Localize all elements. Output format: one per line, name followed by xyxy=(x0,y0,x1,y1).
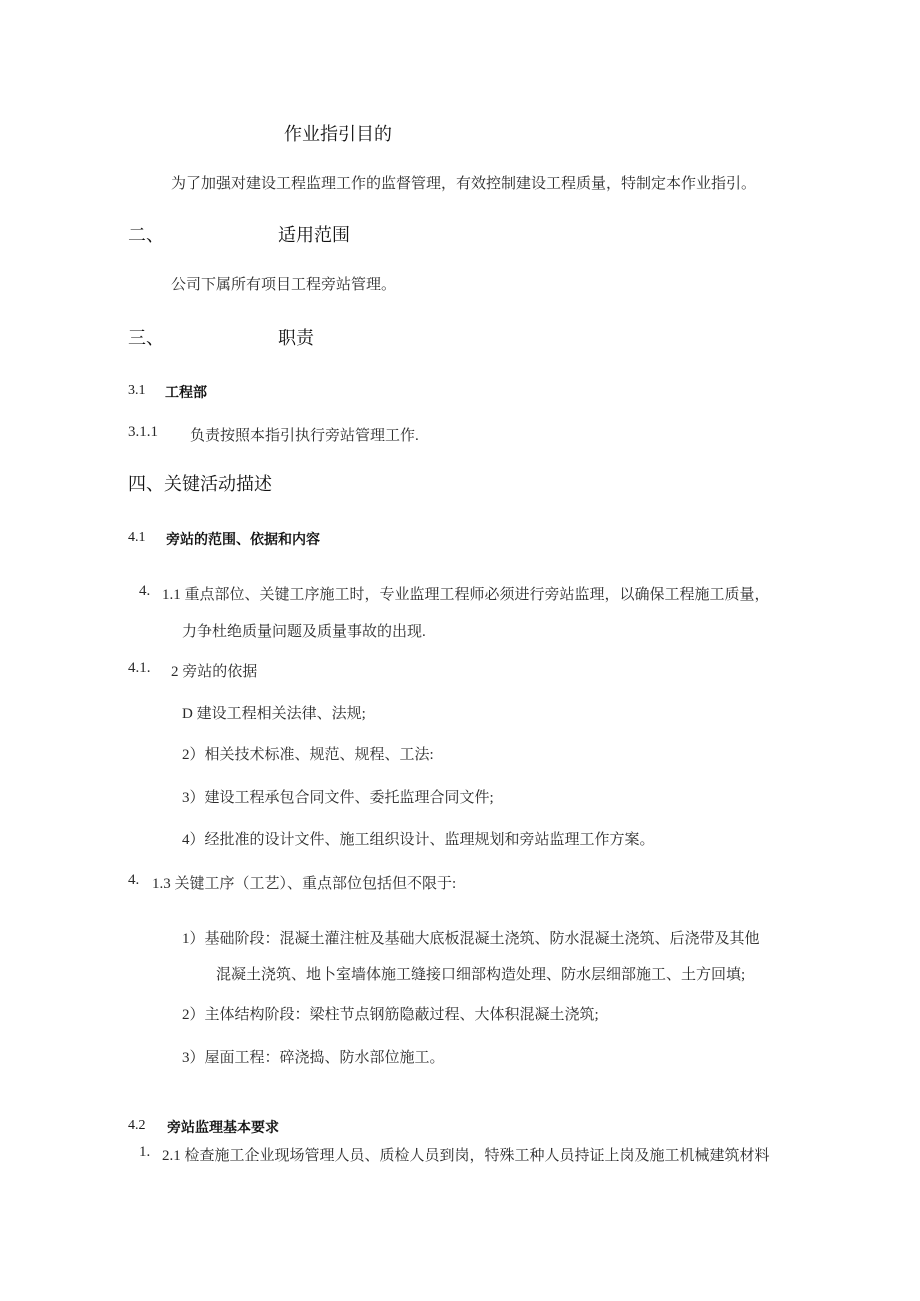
item-number-4-1-1: 4. xyxy=(139,583,151,599)
key-item-foundation-line2: 混凝土浇筑、地卜室墙体施工缝接口细部构造处理、防水层细部施工、土方回填; xyxy=(216,967,746,983)
item-text-4-1-1-line2: 力争杜绝质量问题及质量事故的出现. xyxy=(182,624,426,640)
basis-list-item: 4）经批准的设计文件、施工组织设计、监理规划和旁站监理工作方案。 xyxy=(182,832,655,848)
subsection-number-3-1: 3.1 xyxy=(128,383,146,398)
scope-paragraph: 公司下属所有项目工程旁站管理。 xyxy=(171,277,397,293)
item-number-4-2-1: 1. xyxy=(139,1144,151,1160)
basis-list-item: 3）建设工程承包合同文件、委托监理合同文件; xyxy=(182,790,494,806)
section-number-3: 三、 xyxy=(128,328,164,349)
item-number-3-1-1: 3.1.1 xyxy=(128,424,158,440)
section-title-scope: 适用范围 xyxy=(278,225,350,246)
item-title-4-1-2: 2 旁站的依据 xyxy=(171,664,258,680)
section-title-duties: 职责 xyxy=(278,328,314,349)
subsection-title-supervision-requirements: 旁站监理基本要求 xyxy=(167,1120,279,1136)
item-number-4-1-3: 4. xyxy=(128,872,140,888)
purpose-paragraph: 为了加强对建设工程监理工作的监督管理，有效控制建设工程质量，特制定本作业指引。 xyxy=(171,176,757,192)
section-number-2: 二、 xyxy=(128,225,164,246)
key-item-structure: 2）主体结构阶段：梁柱节点钢筋隐蔽过程、大体积混凝土浇筑; xyxy=(182,1007,599,1023)
item-text-4-2-1: 2.1 检查施工企业现场管理人员、质检人员到岗，特殊工种人员持证上岗及施工机械建筑材料 xyxy=(162,1148,770,1164)
basis-list-item: 2）相关技术标准、规范、规程、工法: xyxy=(182,747,434,763)
subsection-number-4-1: 4.1 xyxy=(128,530,146,545)
key-item-foundation-line1: 1）基础阶段：混凝土灌注桩及基础大底板混凝土浇筑、防水混凝土浇筑、后浇带及其他 xyxy=(182,931,760,947)
subsection-number-4-2: 4.2 xyxy=(128,1118,146,1133)
subsection-title-engineering: 工程部 xyxy=(165,385,207,401)
item-title-4-1-3: 1.3 关键工序（工艺）、重点部位包括但不限于: xyxy=(152,876,457,892)
section-title-key-activities: 四、关键活动描述 xyxy=(128,474,272,495)
item-text-3-1-1: 负责按照本指引执行旁站管理工作. xyxy=(190,428,419,444)
subsection-title-scope-basis-content: 旁站的范围、依据和内容 xyxy=(166,532,320,548)
basis-list-item: D 建设工程相关法律、法规; xyxy=(182,706,366,722)
key-item-roof: 3）屋面工程：碎浇捣、防水部位施工。 xyxy=(182,1050,445,1066)
item-text-4-1-1-line1: 1.1 重点部位、关键工序施工时，专业监理工程师必须进行旁站监理，以确保工程施工质量， xyxy=(162,587,770,603)
section-title-purpose: 作业指引目的 xyxy=(284,124,392,145)
item-number-4-1-2: 4.1. xyxy=(128,660,151,676)
